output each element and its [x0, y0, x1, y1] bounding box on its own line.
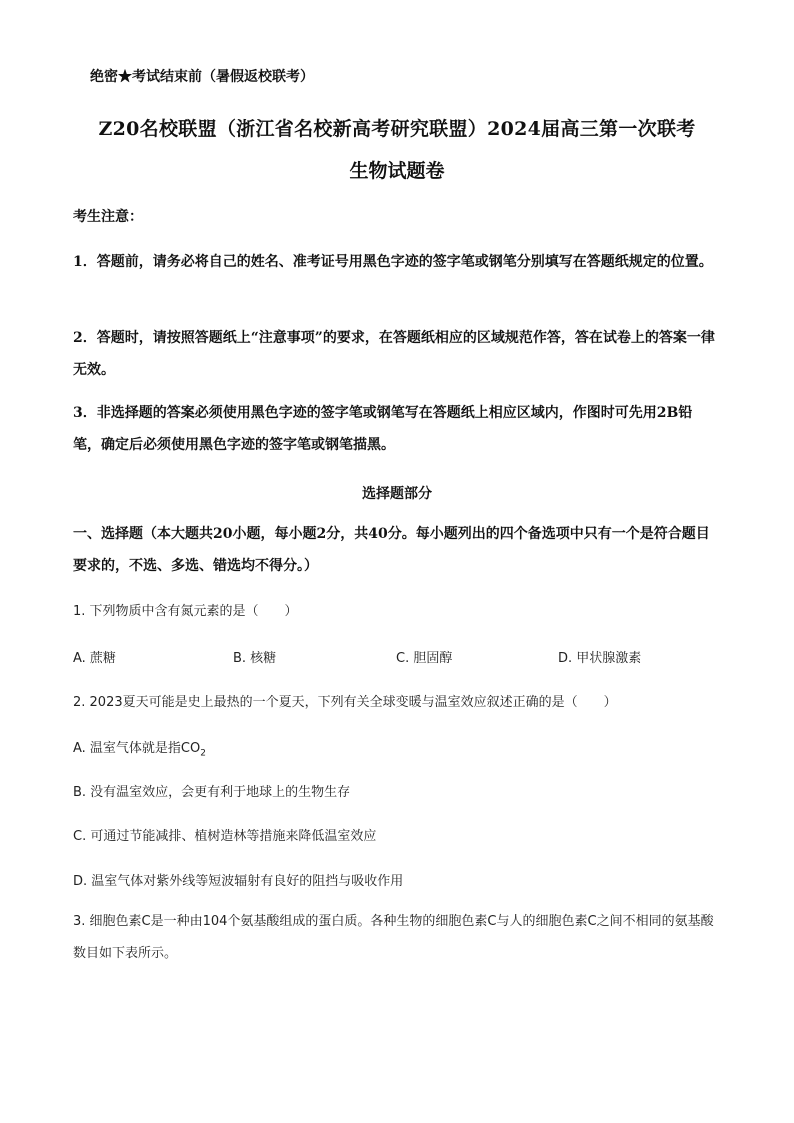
question-2-option-a-text: A. 温室气体就是指CO [73, 741, 201, 756]
question-1-stem: 1. 下列物质中含有氮元素的是（ ） [73, 604, 298, 619]
notice-heading: 考生注意： [73, 209, 143, 225]
notice-item-2: 2．答题时，请按照答题纸上“注意事项”的要求，在答题纸相应的区域规范作答，答在试卷上的答案一律无效。 [73, 330, 715, 378]
question-1-option-a: A. 蔗糖 [73, 651, 116, 666]
notice-item-1: 1．答题前，请务必将自己的姓名、准考证号用黑色字迹的签字笔或钢笔分别填写在答题纸规定的位置。 [73, 254, 713, 270]
exam-subtitle: 生物试题卷 [349, 160, 445, 182]
question-3-stem: 3. 细胞色素C是一种由104个氨基酸组成的蛋白质。各种生物的细胞色素C与人的细胞色素C之间不相同的氨基酸数目如下表所示。 [73, 914, 714, 961]
question-2-stem: 2. 2023夏天可能是史上最热的一个夏天，下列有关全球变暖与温室效应叙述正确的是（ ） [73, 695, 617, 710]
question-2-option-c: C. 可通过节能减排、植树造林等措施来降低温室效应 [73, 829, 377, 844]
confidential-label: 绝密★考试结束前（暑假返校联考） [90, 69, 314, 85]
question-1-option-c: C. 胆固醇 [396, 651, 453, 666]
question-2-option-a [73, 737, 206, 759]
subscript-2: 2 [200, 748, 206, 759]
part-instruction: 一、选择题（本大题共20小题，每小题2分，共40分。每小题列出的四个备选项中只有一个是符合题目要求的，不选、多选、错选均不得分。） [73, 526, 710, 574]
question-1-option-d: D. 甲状腺激素 [558, 651, 642, 666]
notice-item-3: 3．非选择题的答案必须使用黑色字迹的签字笔或钢笔写在答题纸上相应区域内，作图时可先用2B铅笔，确定后必须使用黑色字迹的签字笔或钢笔描黑。 [73, 405, 693, 453]
section-title: 选择题部分 [362, 486, 432, 502]
exam-title: Z20名校联盟（浙江省名校新高考研究联盟）2024届高三第一次联考 [98, 118, 696, 140]
question-2-option-b: B. 没有温室效应，会更有利于地球上的生物生存 [73, 785, 351, 800]
question-2-option-d: D. 温室气体对紫外线等短波辐射有良好的阻挡与吸收作用 [73, 874, 404, 889]
question-1-option-b: B. 核糖 [233, 651, 277, 666]
